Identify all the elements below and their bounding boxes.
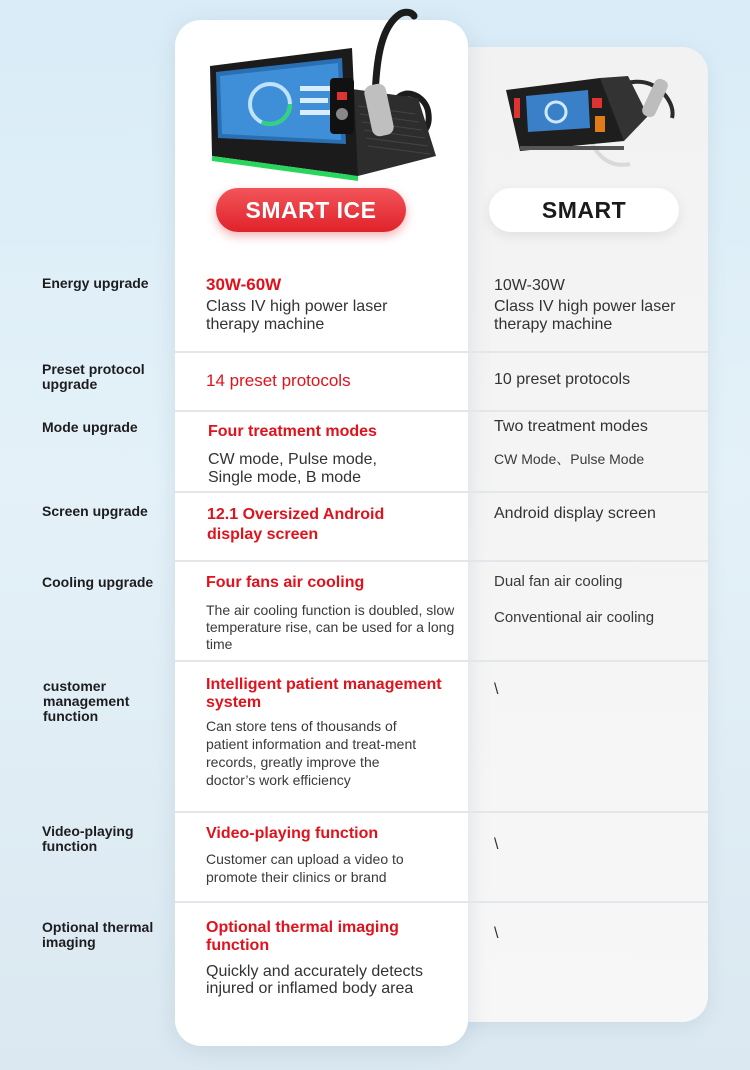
cooling-ice-title: Four fans air cooling — [206, 574, 365, 591]
row-divider — [175, 351, 708, 353]
preset-smart-title: 10 preset protocols — [494, 371, 631, 388]
smart-badge: SMART — [489, 188, 679, 232]
mode-smart-title: Two treatment modes — [494, 418, 648, 435]
row-label-screen: Screen upgrade — [42, 503, 148, 519]
mode-ice-title: Four treatment modes — [208, 423, 377, 440]
energy-ice-text: Class IV high power laser therapy machine — [206, 298, 388, 333]
cooling-smart-title: Dual fan air cooling — [494, 573, 623, 590]
smart-ice-badge: SMART ICE — [216, 188, 406, 232]
thermal-ice-text: Quickly and accurately detects injured or inflamed body area — [206, 963, 423, 997]
preset-ice-title: 14 preset protocols — [206, 371, 351, 390]
energy-smart-text: Class IV high power laser therapy machine — [494, 298, 676, 333]
row-label-thermal: Optional thermal imaging — [42, 919, 154, 950]
laser-device-large-icon — [200, 6, 450, 186]
energy-ice-title: 30W-60W — [206, 275, 282, 294]
energy-smart-title: 10W-30W — [494, 277, 565, 294]
row-label-mode: Mode upgrade — [42, 419, 138, 435]
cooling-smart-text: Conventional air cooling — [494, 609, 655, 626]
video-ice-title: Video-playing function — [206, 825, 379, 842]
row-divider — [175, 811, 708, 813]
cooling-ice-text: The air cooling function is doubled, slow temperature rise, can be used for a long time — [206, 602, 455, 652]
row-label-energy: Energy upgrade — [42, 275, 149, 291]
row-divider — [175, 410, 708, 412]
row-divider — [175, 491, 708, 493]
thermal-smart-title: \ — [494, 925, 499, 942]
customer-ice-title: Intelligent patient management system — [206, 676, 442, 711]
row-divider — [175, 901, 708, 903]
mode-smart-text: CW Mode、Pulse Mode — [494, 451, 645, 467]
video-ice-text: Customer can upload a video to promote their clinics or brand — [206, 851, 404, 885]
row-label-customer-management: customer management function — [43, 678, 130, 724]
customer-smart-title: \ — [494, 681, 499, 698]
row-divider — [175, 660, 708, 662]
video-smart-title: \ — [494, 836, 499, 853]
mode-ice-text: CW mode, Pulse mode, Single mode, B mode — [208, 451, 377, 486]
row-label-video: Video-playing function — [42, 823, 134, 854]
row-divider — [175, 560, 708, 562]
customer-ice-text: Can store tens of thousands of patient information and treat-ment records, greatly improve the doctor’s work efficiency — [206, 718, 417, 788]
row-label-cooling: Cooling upgrade — [42, 574, 154, 590]
screen-smart-title: Android display screen — [494, 505, 656, 522]
row-label-preset-protocol: Preset protocol upgrade — [42, 361, 145, 392]
thermal-ice-title: Optional thermal imaging function — [206, 919, 399, 954]
laser-device-small-icon — [500, 56, 690, 171]
screen-ice-title: 12.1 Oversized Android display screen — [207, 506, 385, 543]
